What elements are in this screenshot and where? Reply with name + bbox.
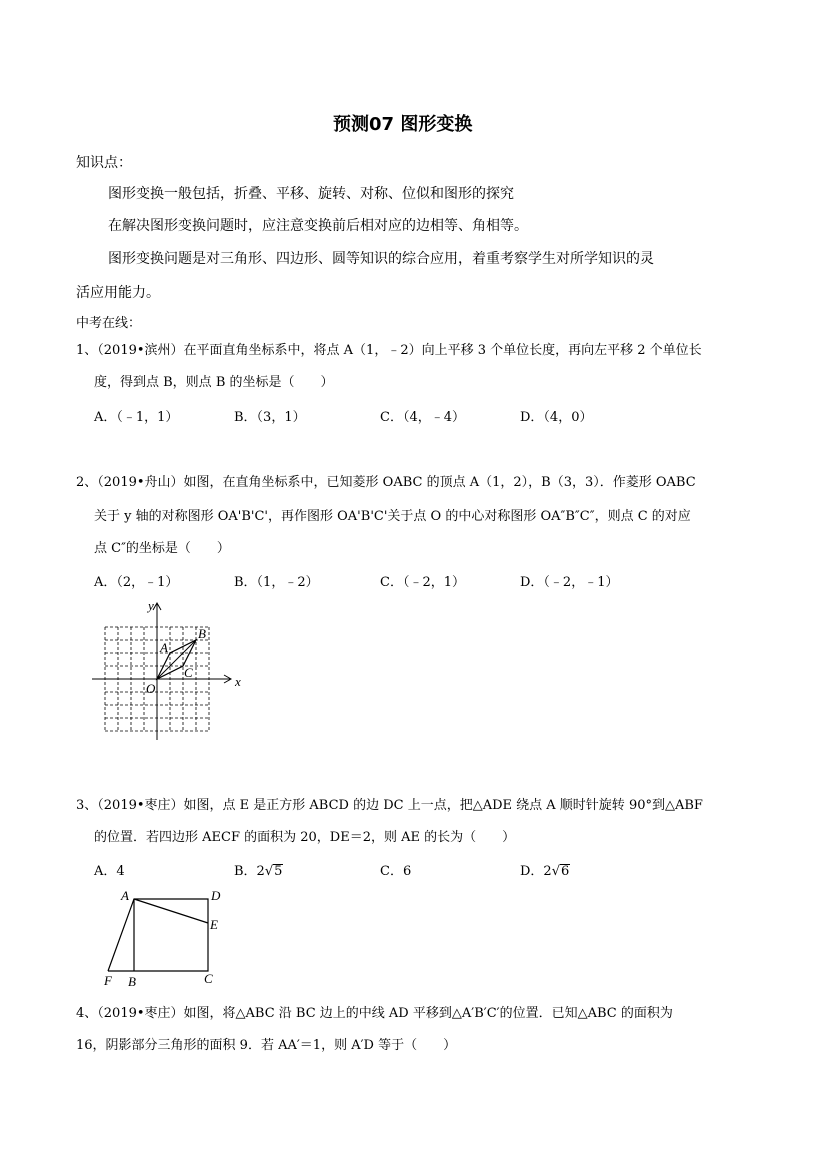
point-c-label: C — [204, 971, 213, 986]
y-axis-label: y — [148, 598, 154, 613]
sqrt-icon: √ — [264, 864, 274, 879]
point-c-label: C — [184, 665, 193, 680]
q1-line-2: 度，得到点 B，则点 B 的坐标是（ ） — [94, 375, 334, 390]
knowledge-line-4: 活应用能力。 — [76, 285, 160, 301]
segment-ae — [134, 899, 208, 923]
point-b-label: B — [128, 974, 136, 989]
q3-line-1: 3、（2019•枣庄）如图，点 E 是正方形 ABCD 的边 DC 上一点，把△ADE 绕点 A 顺时针旋转 90°到△ABF — [76, 798, 703, 813]
point-a-label: A — [121, 888, 129, 903]
q4-line-1: 4、（2019•枣庄）如图，将△ABC 沿 BC 边上的中线 AD 平移到△A′B′C′的位置．已知△ABC 的面积为 — [76, 1006, 673, 1021]
q3-option-d[interactable]: D．2√6 — [520, 864, 570, 879]
q1-option-a[interactable]: A．（﹣1，1） — [94, 410, 179, 425]
q2-option-d[interactable]: D．（﹣2，﹣1） — [520, 575, 619, 590]
q2-option-b[interactable]: B．（1，﹣2） — [234, 575, 319, 590]
q2-line-3: 点 C″的坐标是（ ） — [94, 541, 230, 556]
knowledge-line-3: 图形变换问题是对三角形、四边形、圆等知识的综合应用，着重考察学生对所学知识的灵 — [108, 251, 654, 267]
point-e-label: E — [210, 917, 218, 932]
knowledge-label: 知识点： — [76, 155, 132, 171]
q3-option-c[interactable]: C．6 — [380, 864, 412, 879]
q1-option-c[interactable]: C．（4，﹣4） — [380, 410, 465, 425]
q3-option-b[interactable]: B．2√5 — [234, 864, 283, 879]
q2-option-c[interactable]: C．（﹣2，1） — [380, 575, 465, 590]
q2-option-a[interactable]: A．（2，﹣1） — [94, 575, 179, 590]
q1-option-b[interactable]: B．（3，1） — [234, 410, 306, 425]
point-d-label: D — [211, 888, 221, 903]
square-abcd-and-triangle — [108, 899, 208, 971]
q3-option-b-radicand: 5 — [274, 864, 283, 879]
online-label: 中考在线： — [76, 316, 142, 331]
q1-option-d[interactable]: D．（4，0） — [520, 410, 593, 425]
q3-square-figure — [100, 884, 230, 990]
q3-line-2: 的位置．若四边形 AECF 的面积为 20，DE＝2，则 AE 的长为（ ） — [94, 830, 516, 845]
page-title: 预测07 图形变换 — [333, 114, 473, 135]
q3-option-a[interactable]: A．4 — [94, 864, 125, 879]
sqrt-icon: √ — [551, 864, 560, 879]
q3-option-d-radicand: 6 — [561, 864, 570, 879]
knowledge-line-2: 在解决图形变换问题时，应注意变换前后相对应的边相等、角相等。 — [108, 218, 528, 234]
point-b-label: B — [198, 626, 206, 641]
point-o-label: O — [146, 681, 156, 696]
q2-coordinate-figure — [92, 596, 252, 740]
knowledge-line-1: 图形变换一般包括，折叠、平移、旋转、对称、位似和图形的探究 — [108, 186, 514, 202]
x-axis-label: x — [235, 674, 241, 689]
point-f-label: F — [104, 973, 112, 988]
q2-line-2: 关于 y 轴的对称图形 OA'B'C'，再作图形 OA'B'C'关于点 O 的中心对称图形 OA″B″C″，则点 C 的对应 — [94, 509, 691, 524]
q4-line-2: 16，阴影部分三角形的面积 9．若 AA′＝1，则 A′D 等于（ ） — [76, 1038, 457, 1053]
q1-line-1: 1、（2019•滨州）在平面直角坐标系中，将点 A（1，﹣2）向上平移 3 个单位长度，再向左平移 2 个单位长 — [76, 343, 702, 358]
q2-line-1: 2、（2019•舟山）如图，在直角坐标系中，已知菱形 OABC 的顶点 A（1，2），B（3，3）．作菱形 OABC — [76, 475, 696, 490]
point-a-label: A — [160, 640, 168, 655]
